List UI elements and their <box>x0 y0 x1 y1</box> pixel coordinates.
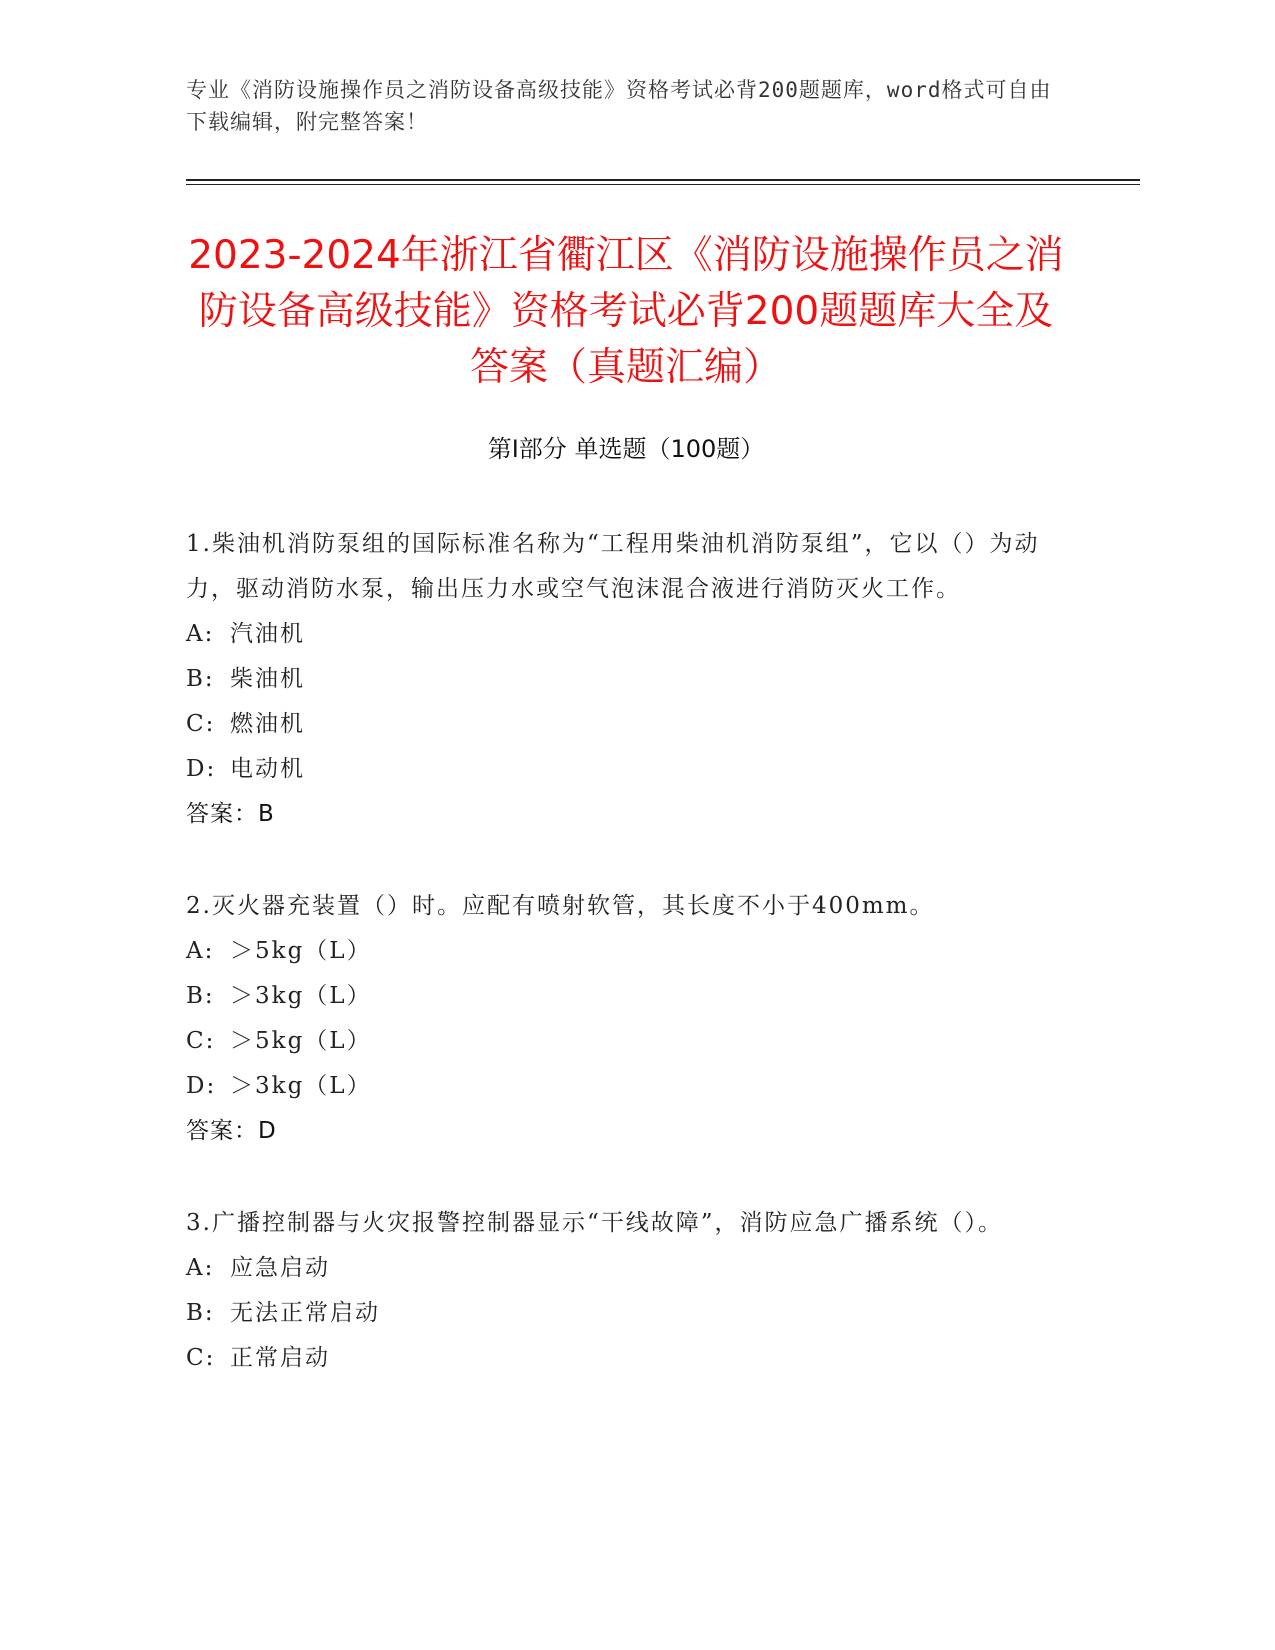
option-text: 汽油机 <box>230 621 305 647</box>
option-letter: D: <box>186 1073 217 1099</box>
option-a <box>186 929 1056 974</box>
option-letter: D: <box>186 756 217 782</box>
option-text: 燃油机 <box>230 711 305 737</box>
option-c <box>186 1019 1056 1064</box>
option-letter: A: <box>186 621 215 647</box>
document-title: 2023-2024年浙江省衢江区《消防设施操作员之消防设备高级技能》资格考试必背200题题库大全及答案（真题汇编） <box>188 233 1064 390</box>
question-list <box>186 522 1056 1428</box>
answer-line: 答案：B <box>186 801 275 827</box>
option-letter: C: <box>186 711 216 737</box>
option-letter: B: <box>186 1300 215 1326</box>
option-text: 电动机 <box>230 756 305 782</box>
option-letter: A: <box>186 1255 215 1281</box>
section-title: 第I部分 单选题（100题） <box>487 435 765 463</box>
question-stem: 1.柴油机消防泵组的国际标准名称为“工程用柴油机消防泵组”，它以（）为动力，驱动消防水泵，输出压力水或空气泡沫混合液进行消防灭火工作。 <box>186 531 1040 602</box>
option-text: 无法正常启动 <box>230 1300 380 1326</box>
option-b <box>186 1291 1056 1336</box>
option-d <box>186 1064 1056 1109</box>
answer-line: 答案：D <box>186 1118 277 1144</box>
option-b <box>186 657 1056 702</box>
option-a <box>186 1246 1056 1291</box>
header-rule-thick <box>186 179 1140 181</box>
question-1 <box>186 522 1056 837</box>
option-letter: C: <box>186 1028 216 1054</box>
option-a <box>186 612 1056 657</box>
option-text: ＞5kg（L） <box>230 1028 372 1054</box>
option-c <box>186 702 1056 747</box>
option-letter: B: <box>186 666 215 692</box>
question-stem: 3.广播控制器与火灾报警控制器显示“干线故障”，消防应急广播系统（）。 <box>186 1210 1003 1236</box>
option-c <box>186 1336 1056 1381</box>
option-d <box>186 747 1056 792</box>
header-note: 专业《消防设施操作员之消防设备高级技能》资格考试必背200题题库，word格式可自由下载编辑，附完整答案！ <box>186 78 1052 134</box>
option-letter: B: <box>186 983 215 1009</box>
question-stem: 2.灭火器充装置（）时。应配有喷射软管，其长度不小于400mm。 <box>186 893 935 919</box>
option-text: 正常启动 <box>230 1345 330 1371</box>
option-letter: A: <box>186 938 215 964</box>
question-3 <box>186 1201 1056 1381</box>
question-2 <box>186 884 1056 1154</box>
option-b <box>186 974 1056 1019</box>
option-text: 应急启动 <box>230 1255 330 1281</box>
option-text: ＞3kg（L） <box>230 983 372 1009</box>
option-text: ＞5kg（L） <box>230 938 372 964</box>
header-rule-thin <box>186 184 1140 185</box>
option-text: 柴油机 <box>230 666 305 692</box>
option-text: ＞3kg（L） <box>230 1073 372 1099</box>
option-letter: C: <box>186 1345 216 1371</box>
